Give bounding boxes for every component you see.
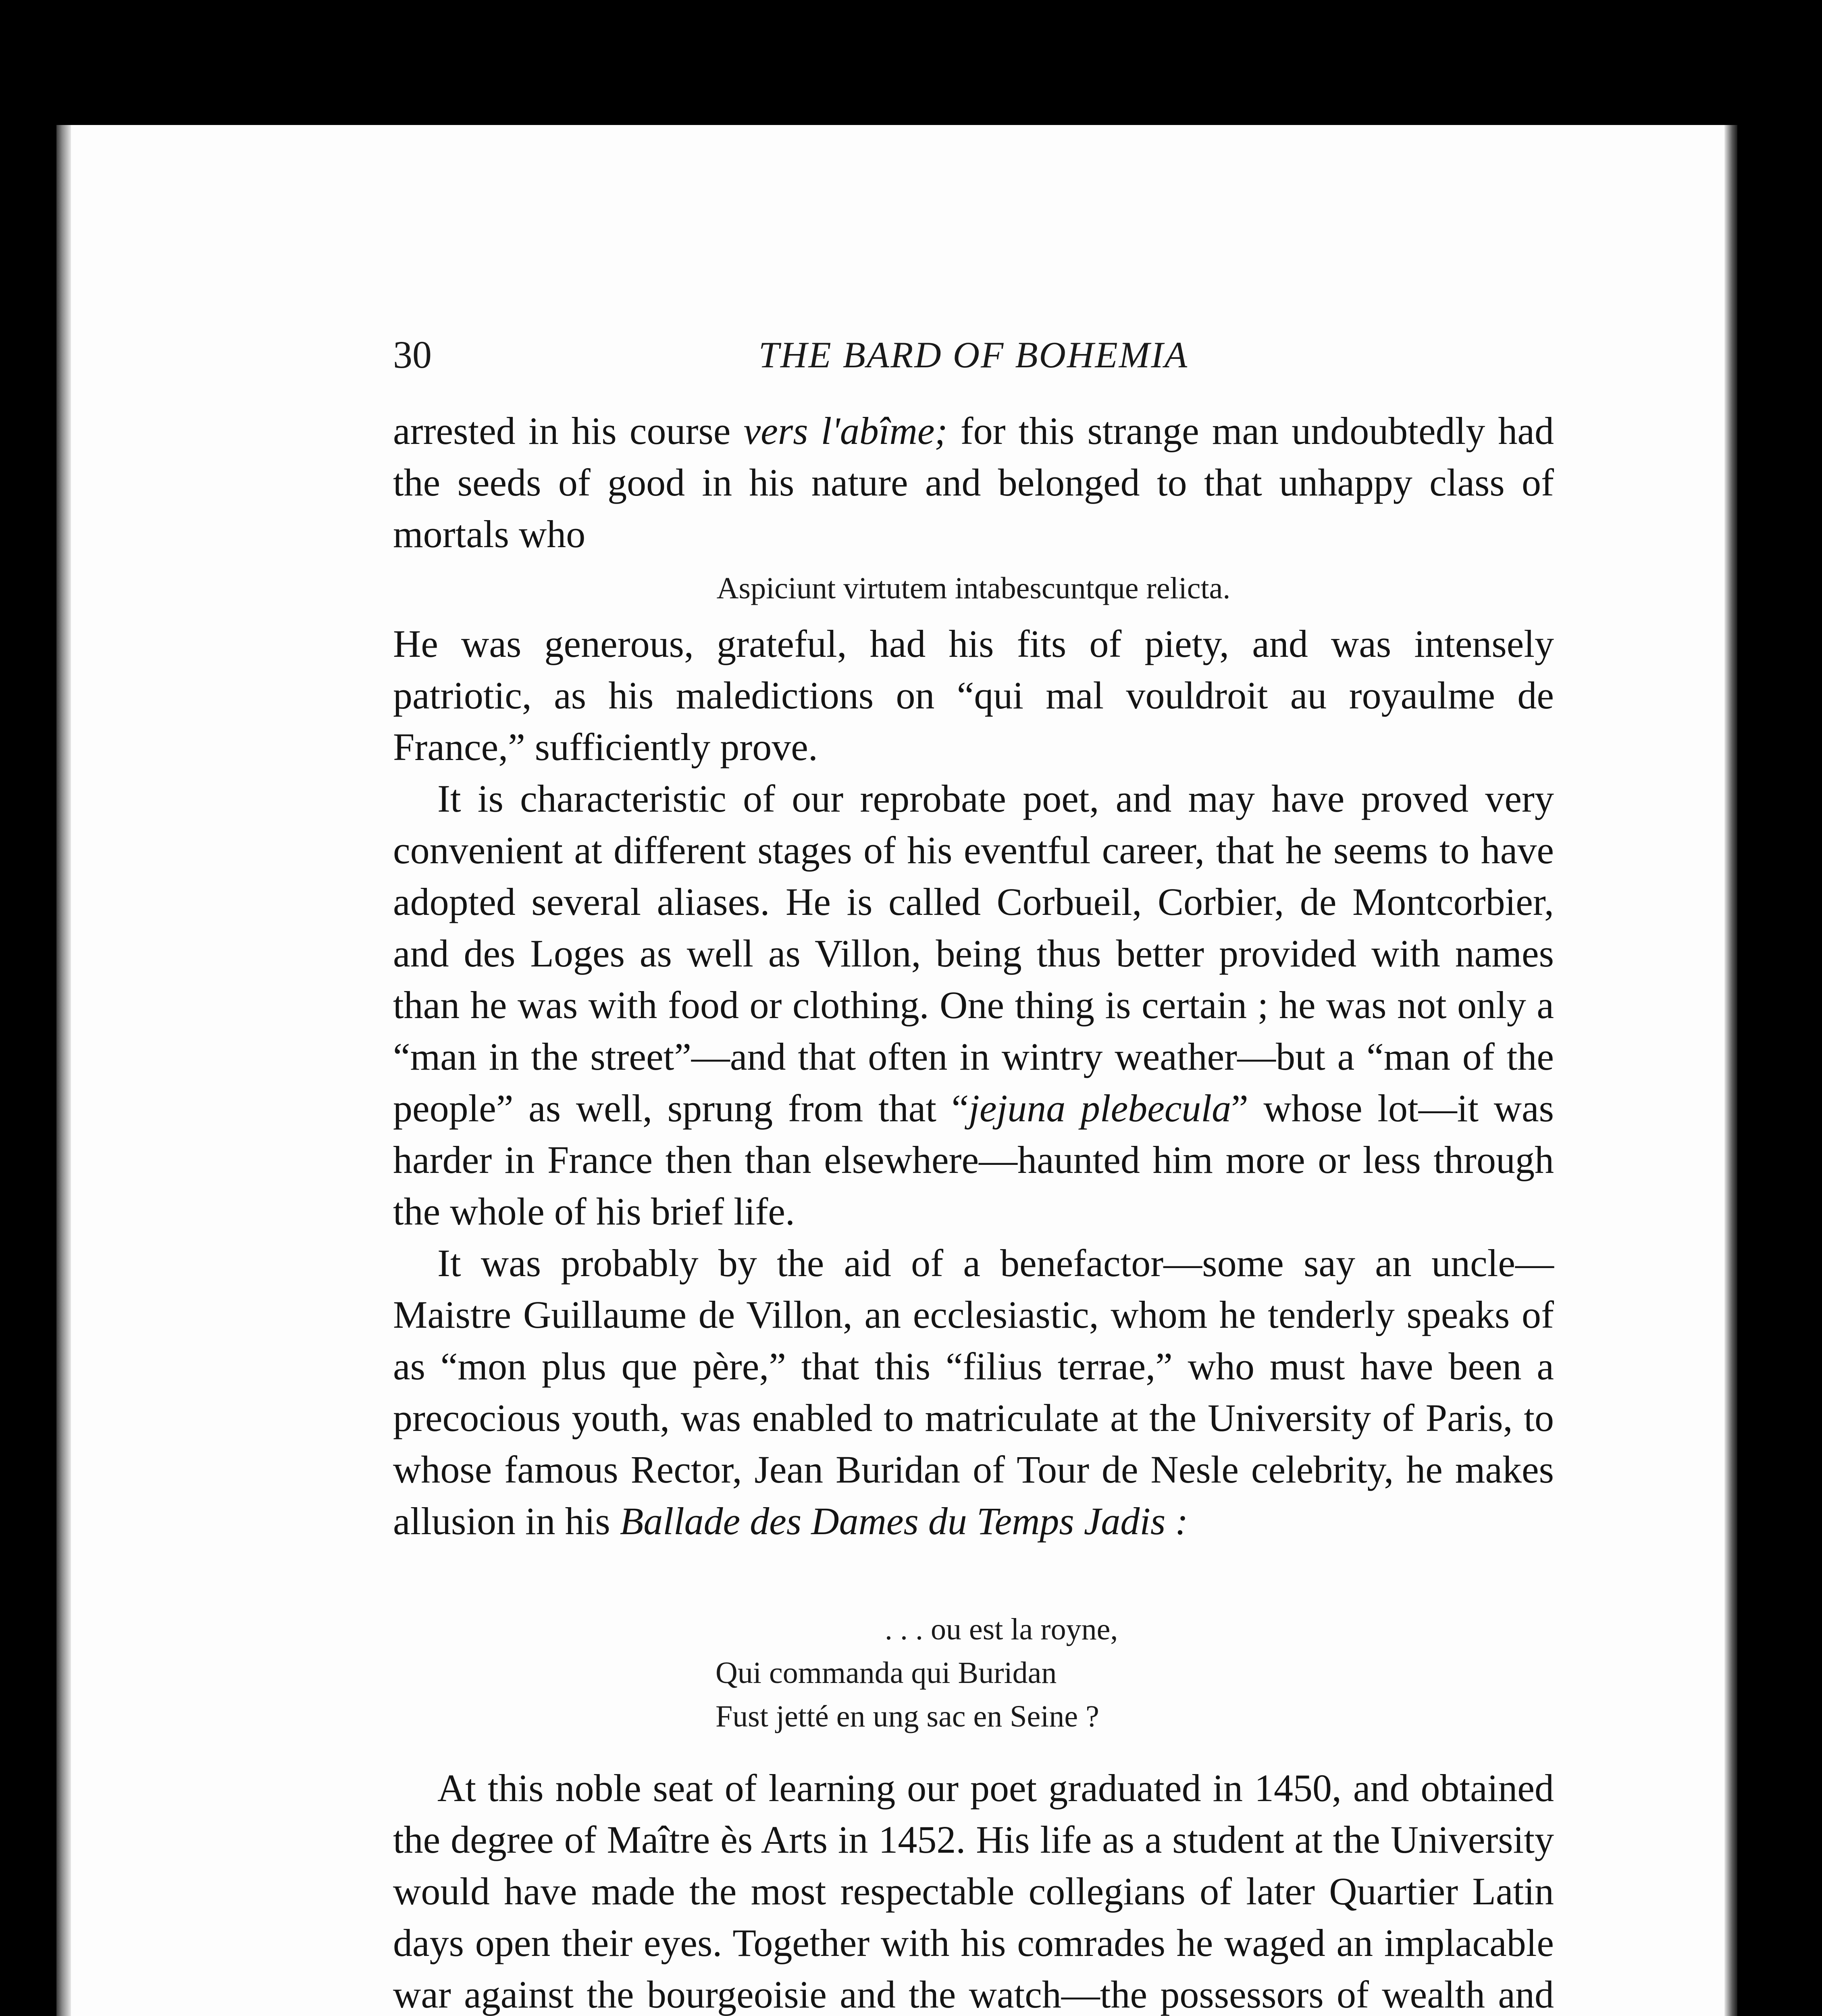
paragraph-5: At this noble seat of learning our poet graduated in 1450, and obtained the degree of Maître ès Arts in 1452. His life as a student at the University would have made the most respectable collegians of later Quartier Latin days open their eyes. Together with his comrades he waged an implacable war against the bourgeoisie and the watch—the possessors of wealth and xyxy=(393,1766,1554,2016)
paragraph-1 xyxy=(393,405,1554,560)
page-left-edge-shadow xyxy=(56,125,71,2016)
page-number: 30 xyxy=(393,333,432,376)
verse-line-3: Fust jetté en ung sac en Seine ? xyxy=(715,1699,1099,1733)
p3-text-a: It is characteristic of our reprobate poet, and may have proved very convenient at different stages of his eventful career, that he seems to have adopted several aliases. He is called Corbueil, Corbier, de Montcorbier, and des Loges as well as Villon, being thus better provided with names than he was with food or clothing. One thing is certain ; he was not only a “man in the street”—and that often in wintry weather—but a “man of the people” as well, sprung from that “ xyxy=(393,777,1554,1130)
running-title: THE BARD OF BOHEMIA xyxy=(758,334,1189,375)
verse-line-1: . . . ou est la royne, xyxy=(885,1612,1118,1646)
p1-italic-phrase: vers l'abîme; xyxy=(743,409,948,452)
paragraph-4 xyxy=(393,1237,1554,1547)
p4-italic-title: Ballade des Dames du Temps Jadis : xyxy=(620,1500,1188,1543)
verse-line-2: Qui commanda qui Buridan xyxy=(715,1656,1057,1690)
verse-quotation xyxy=(393,1608,1554,1738)
scan-background xyxy=(0,0,1822,125)
p3-italic-phrase: jejuna plebecula xyxy=(969,1087,1231,1130)
p4-text-a: It was probably by the aid of a benefactor—some say an uncle—Maistre Guillaume de Villon, an ecclesiastic, whom he tenderly speaks of as “mon plus que père,” that this “filius terrae,” who must have been a precocious youth, was enabled to matriculate at the University of Paris, to whose famous Rector, Jean Buridan of Tour de Nesle celebrity, he makes allusion in his xyxy=(393,1241,1554,1543)
running-header xyxy=(393,331,1554,379)
body-text xyxy=(393,405,1554,2016)
latin-quotation: Aspiciunt virtutem intabescuntque relicta. xyxy=(716,571,1231,605)
p1-text-c: for this strange man undoubtedly had the seeds of good in his nature and belonged to that unhappy class of mortals who xyxy=(393,409,1554,556)
page-right-edge-shadow xyxy=(1724,125,1737,2016)
paragraph-3 xyxy=(393,773,1554,1237)
p1-text-a: arrested in his course xyxy=(393,409,744,452)
p3-text-c: ” whose lot—it was harder in France then than elsewhere—haunted him more or less through the whole of his brief life. xyxy=(393,1087,1554,1233)
paragraph-2: He was generous, grateful, had his fits of piety, and was intensely patriotic, as his maledictions on “qui mal vouldroit au royaulme de France,” sufficiently prove. xyxy=(393,622,1554,768)
